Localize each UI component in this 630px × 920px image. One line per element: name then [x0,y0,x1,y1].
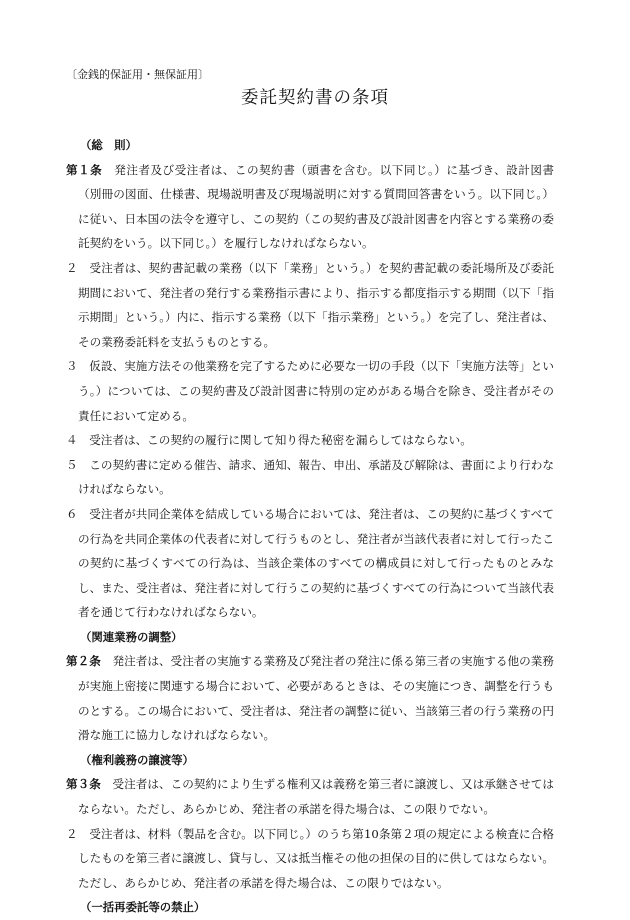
article-2 [66,649,554,747]
paragraph-text: 仮設、実施方法その他業務を完了するために必要な一切の手段（以下「実施方法等」という。）については、この契約書及び設計図書に特別の定めがある場合を除き、受注者がその責任において定める。 [77,359,554,423]
paragraph-text: 受注者が共同企業体を結成している場合においては、発注者は、この契約に基づくすべての行為を共同企業体の代表者に対して行うものとし、発注者が当該代表者に対して行ったこの契約に基づくすべての行為は、当該企業体のすべての構成員に対して行ったものとみなし、また、受注者は、発注者に対して行うこの契約に基づくすべての行為について当該代表者を通じて行わなければならない。 [77,506,554,620]
article-3 [66,772,554,821]
paragraph-number: ２ [66,260,78,275]
section-heading-subcontract-ban: （一括再委託等の禁止） [80,900,206,915]
paragraph-text: 受注者は、この契約の履行に関して知り得た秘密を漏らしてはならない。 [77,433,472,448]
section-heading-general: （総 則） [80,138,137,152]
paragraph-text: 受注者は、契約書記載の業務（以下「業務」という。）を契約書記載の委託場所及び委託期間において、発注者の発行する業務指示書により、指示する都度指示する期間（以下「指示期間」という。）内に、指示する業務（以下「指示業務」という。）を完了し、発注者は、その業務委託料を支払うものとする。 [77,260,554,349]
article-number: 第１条 [66,162,103,177]
article-text: 発注者及び受注者は、この契約書（頭書を含む。以下同じ。）に基づき、設計図書（別冊の図面、仕様書、現場説明書及び現場説明に対する質問回答書をいう。以下同じ。）に従い、日本国の法令を遵守し、この契約（この契約書及び設計図書を内容とする業務の委託契約をいう。以下同じ。）を履行しなければならない。 [78,162,554,251]
article-text: 受注者は、この契約により生ずる権利又は義務を第三者に譲渡し、又は承継させてはならない。ただし、あらかじめ、発注者の承諾を得た場合は、この限りでない。 [78,777,554,817]
paragraph-text: この契約書に定める催告、請求、通知、報告、申出、承諾及び解除は、書面により行わなければならない。 [77,457,554,497]
document-label: 〔金銭的保証用・無保証用〕 [66,68,209,81]
paragraph-text: 受注者は、材料（製品を含む。以下同じ。）のうち第10条第２項の規定による検査に合格したものを第三者に譲渡し、貸与し、又は抵当権その他の担保の目的に供してはならない。ただし、あらかじめ、発注者の承諾を得た場合は、この限りではない。 [77,826,554,890]
paragraph-number: ５ [66,457,78,472]
article-1-paragraph-6 [66,502,554,625]
article-number: 第３条 [66,777,101,792]
section-heading-related-work: （関連業務の調整） [80,629,183,644]
section-heading-assignment: （権利義務の譲渡等） [80,752,194,767]
paragraph-number: ４ [66,433,78,448]
article-1-paragraph-3 [66,354,554,428]
article-text: 発注者は、受注者の実施する業務及び発注者の発注に係る第三者の実施する他の業務が実施上密接に関連する場合において、必要があるときは、その実施につき、調整を行うものとする。この場合において、受注者は、発注者の調整に従い、当該第三者の行う業務の円滑な施工に協力しなければならない。 [78,654,554,743]
paragraph-number: ２ [66,826,78,841]
article-1-paragraph-4 [66,428,554,453]
document-body [66,133,554,920]
article-1-paragraph-5 [66,453,554,502]
article-number: 第２条 [66,654,101,669]
article-1 [66,158,554,256]
article-1-paragraph-2 [66,256,554,354]
document-title: 委託契約書の条項 [241,88,389,108]
paragraph-number: ３ [66,359,78,374]
article-3-paragraph-2 [66,822,554,896]
paragraph-number: ６ [66,506,78,521]
